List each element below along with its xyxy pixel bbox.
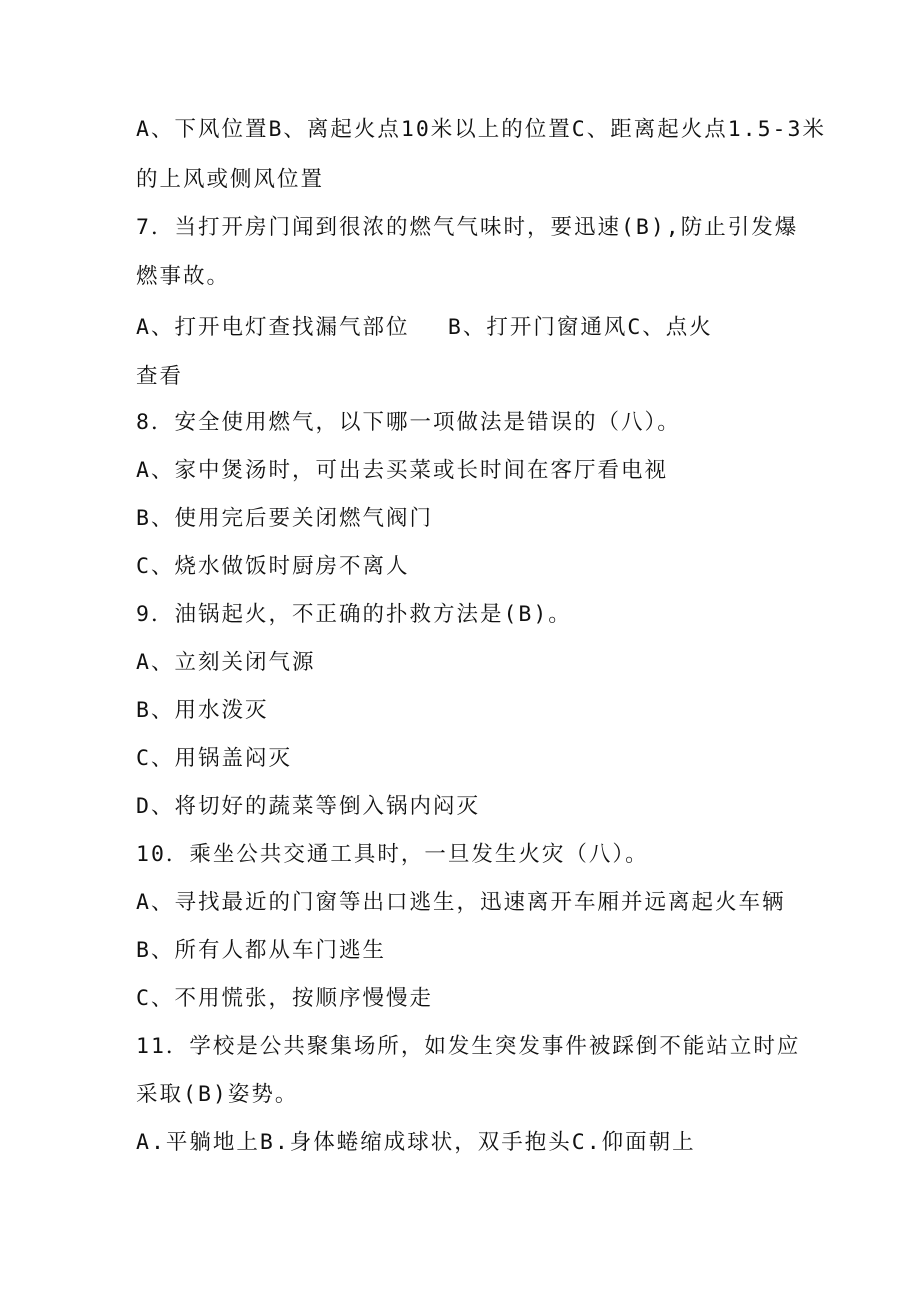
option-line-q6: A、下风位置B、离起火点10米以上的位置C、距离起火点1.5-3米	[136, 117, 826, 142]
question-8: 8．安全使用燃气，以下哪一项做法是错误的（八）。	[136, 410, 681, 435]
option-line-q7-cont: 查看	[136, 364, 184, 389]
option-line-q7: A、打开电灯查找漏气部位 B、打开门窗通风C、点火	[136, 315, 713, 340]
option-9c: C、用锅盖闷灭	[136, 746, 292, 771]
question-7: 7．当打开房门闻到很浓的燃气气味时，要迅速(B),防止引发爆	[136, 215, 799, 240]
question-10: 10．乘坐公共交通工具时，一旦发生火灾（八）。	[136, 842, 649, 867]
option-line-q11: A.平躺地上B.身体蜷缩成球状，双手抱头C.仰面朝上	[136, 1130, 696, 1155]
question-11: 11．学校是公共聚集场所，如发生突发事件被踩倒不能站立时应	[136, 1034, 801, 1059]
option-9a: A、立刻关闭气源	[136, 650, 316, 675]
option-8b: B、使用完后要关闭燃气阀门	[136, 506, 433, 531]
question-11-cont: 采取(B)姿势。	[136, 1082, 299, 1107]
question-7-cont: 燃事故。	[136, 264, 231, 289]
question-9: 9．油锅起火，不正确的扑救方法是(B)。	[136, 602, 572, 627]
option-10c: C、不用慌张，按顺序慢慢走	[136, 986, 433, 1011]
option-10b: B、所有人都从车门逃生	[136, 938, 386, 963]
option-10a: A、寻找最近的门窗等出口逃生，迅速离开车厢并远离起火车辆	[136, 890, 786, 915]
option-9b: B、用水泼灭	[136, 698, 269, 723]
option-line-q6-cont: 的上风或侧风位置	[136, 167, 325, 192]
option-9d: D、将切好的蔬菜等倒入锅内闷灭	[136, 794, 480, 819]
option-8a: A、家中煲汤时，可出去买菜或长时间在客厅看电视	[136, 458, 668, 483]
option-8c: C、烧水做饭时厨房不离人	[136, 554, 410, 579]
